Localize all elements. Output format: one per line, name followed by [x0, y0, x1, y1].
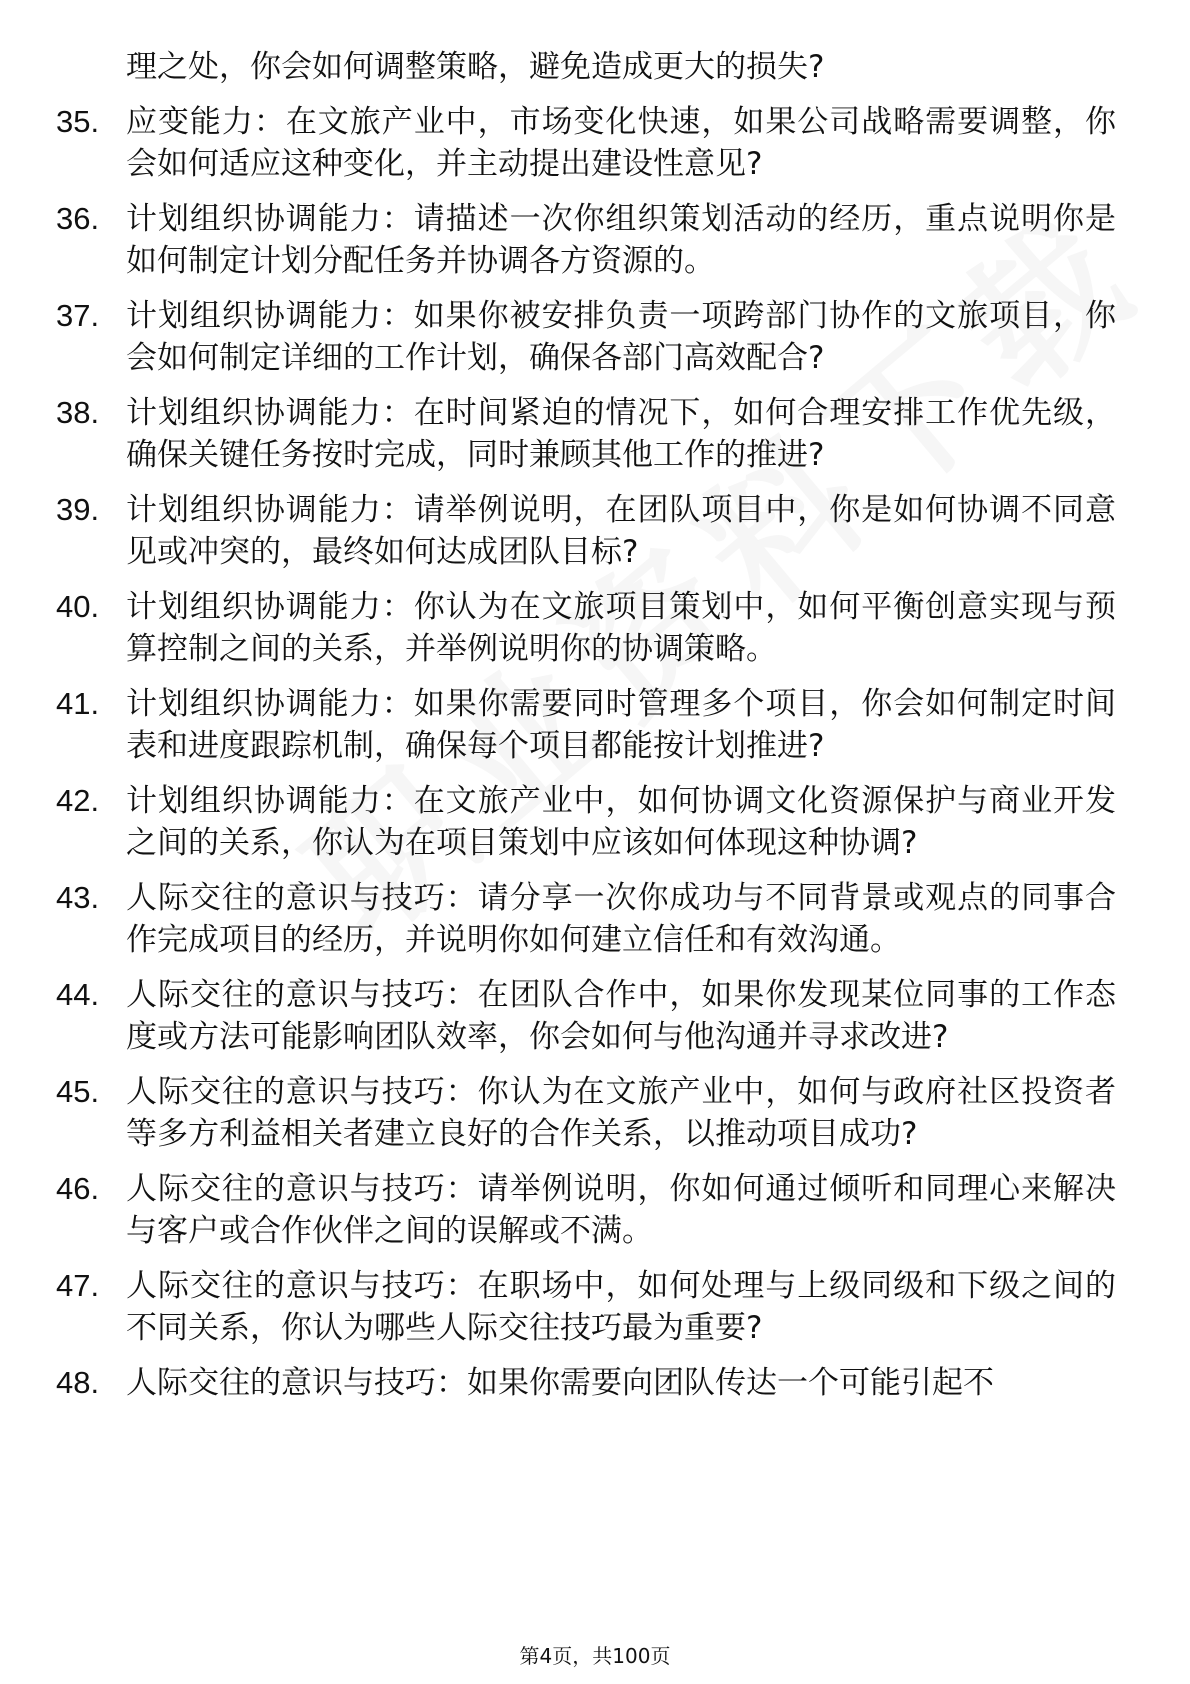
question-item	[56, 877, 1116, 962]
question-item	[56, 586, 1116, 671]
question-item	[56, 1168, 1116, 1253]
question-number: 43.	[56, 879, 100, 915]
question-text: 人际交往的意识与技巧：在职场中，如何处理与上级同级和下级之间的不同关系，你认为哪些人际交往技巧最为重要?	[126, 1267, 1116, 1346]
question-item	[56, 489, 1116, 574]
question-text: 人际交往的意识与技巧：请分享一次你成功与不同背景或观点的同事合作完成项目的经历，并说明你如何建立信任和有效沟通。	[126, 879, 1116, 958]
page-footer: 第4页，共100页	[519, 1644, 671, 1668]
question-item	[56, 101, 1116, 186]
question-number: 42.	[56, 782, 100, 818]
question-text: 人际交往的意识与技巧：你认为在文旅产业中，如何与政府社区投资者等多方利益相关者建立良好的合作关系，以推动项目成功?	[126, 1073, 1116, 1152]
question-item	[56, 780, 1116, 865]
question-number: 40.	[56, 588, 100, 624]
question-text: 人际交往的意识与技巧：在团队合作中，如果你发现某位同事的工作态度或方法可能影响团队效率，你会如何与他沟通并寻求改进?	[126, 976, 1116, 1055]
question-text: 人际交往的意识与技巧：如果你需要向团队传达一个可能引起不	[126, 1364, 994, 1401]
question-item	[56, 974, 1116, 1059]
question-number: 41.	[56, 685, 100, 721]
question-number: 47.	[56, 1267, 100, 1303]
question-number: 36.	[56, 200, 100, 236]
question-text: 计划组织协调能力：请描述一次你组织策划活动的经历，重点说明你是如何制定计划分配任务并协调各方资源的。	[126, 200, 1116, 279]
question-item	[56, 392, 1116, 477]
question-number: 48.	[56, 1364, 100, 1400]
question-item	[56, 683, 1116, 768]
question-number: 37.	[56, 297, 100, 333]
question-text: 计划组织协调能力：在文旅产业中，如何协调文化资源保护与商业开发之间的关系，你认为在项目策划中应该如何体现这种协调?	[126, 782, 1116, 861]
question-item	[56, 1362, 1116, 1405]
question-text: 计划组织协调能力：请举例说明，在团队项目中，你是如何协调不同意见或冲突的，最终如何达成团队目标?	[126, 491, 1116, 570]
question-text: 人际交往的意识与技巧：请举例说明，你如何通过倾听和同理心来解决与客户或合作伙伴之间的误解或不满。	[126, 1170, 1116, 1249]
question-text: 应变能力：在文旅产业中，市场变化快速，如果公司战略需要调整，你会如何适应这种变化，并主动提出建设性意见?	[126, 103, 1116, 182]
question-text: 计划组织协调能力：在时间紧迫的情况下，如何合理安排工作优先级，确保关键任务按时完成，同时兼顾其他工作的推进?	[126, 394, 1116, 473]
question-number: 44.	[56, 976, 100, 1012]
question-list	[56, 46, 1116, 1416]
question-text: 计划组织协调能力：如果你被安排负责一项跨部门协作的文旅项目，你会如何制定详细的工作计划，确保各部门高效配合?	[126, 297, 1116, 376]
continuation-item	[56, 46, 1116, 89]
question-item	[56, 1265, 1116, 1350]
continuation-text: 理之处，你会如何调整策略，避免造成更大的损失?	[126, 49, 825, 85]
question-number: 46.	[56, 1170, 100, 1206]
question-number: 38.	[56, 394, 100, 430]
question-text: 计划组织协调能力：如果你需要同时管理多个项目，你会如何制定时间表和进度跟踪机制，确保每个项目都能按计划推进?	[126, 685, 1116, 764]
question-item	[56, 198, 1116, 283]
question-number: 45.	[56, 1073, 100, 1109]
question-number: 39.	[56, 491, 100, 527]
question-item	[56, 295, 1116, 380]
question-text: 计划组织协调能力：你认为在文旅项目策划中，如何平衡创意实现与预算控制之间的关系，并举例说明你的协调策略。	[126, 588, 1116, 667]
question-number: 35.	[56, 103, 100, 139]
question-item	[56, 1071, 1116, 1156]
